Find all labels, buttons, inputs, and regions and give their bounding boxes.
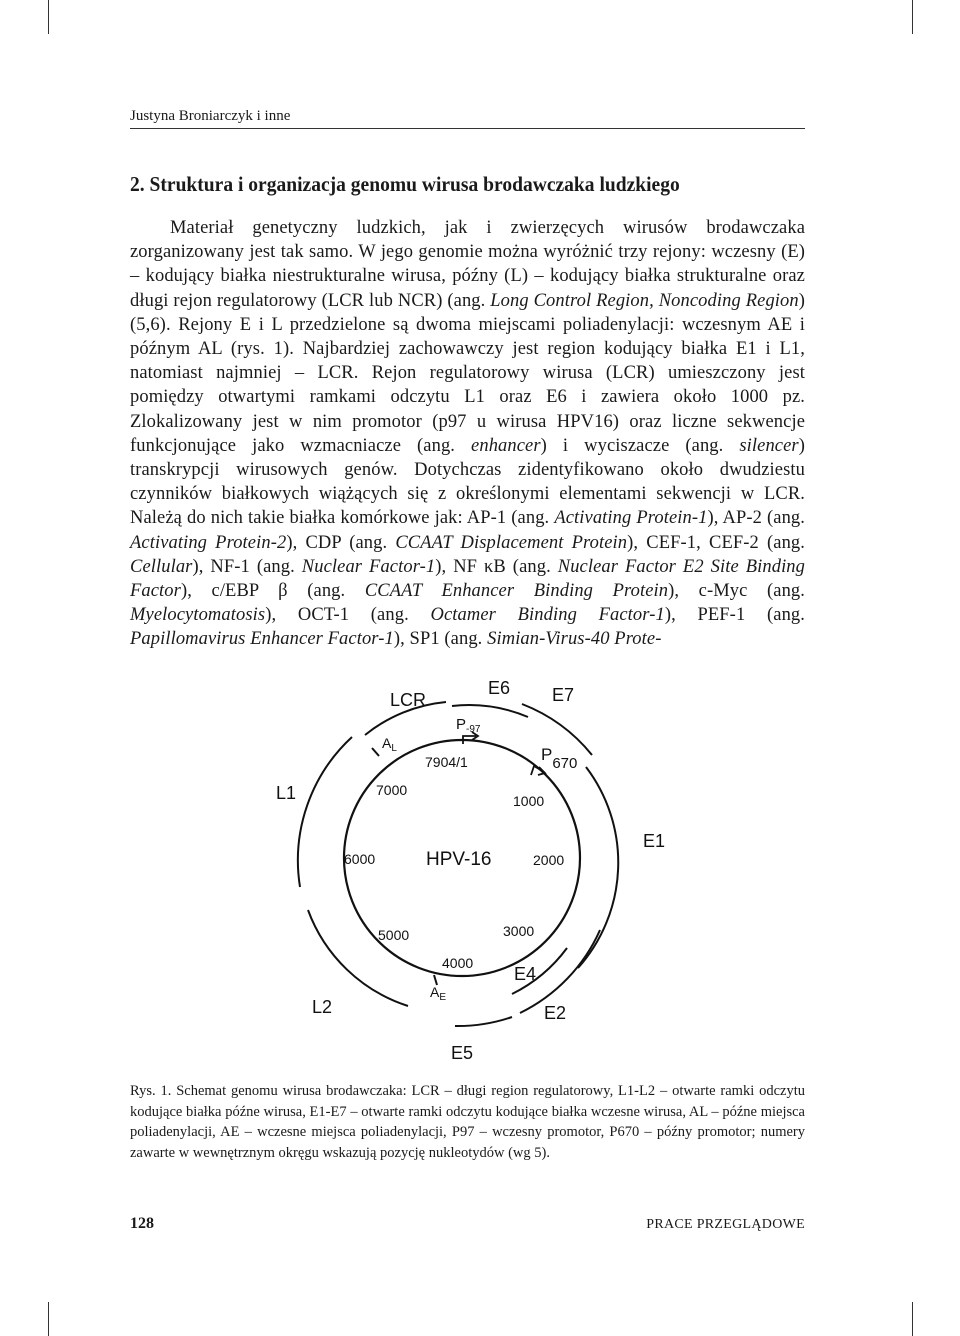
arc-l2 bbox=[308, 910, 408, 1006]
promoter-label-p670: P670 bbox=[541, 745, 578, 772]
text-run: ) i wyciszacze (ang. bbox=[540, 435, 740, 456]
arc-e7 bbox=[522, 704, 592, 755]
crop-mark bbox=[912, 1302, 913, 1336]
italic-term: enhancer bbox=[471, 435, 541, 456]
region-label-e4: E4 bbox=[514, 964, 537, 984]
position-label: 7000 bbox=[376, 782, 408, 798]
page-number: 128 bbox=[130, 1215, 154, 1232]
italic-term: Simian-Virus-40 Prote- bbox=[487, 629, 662, 650]
position-label: 3000 bbox=[503, 923, 535, 939]
italic-term: Activating Protein-1 bbox=[554, 508, 708, 529]
region-label-e5: E5 bbox=[451, 1043, 474, 1063]
region-label-lcr: LCR bbox=[390, 690, 427, 710]
text-run: ), NF-1 (ang. bbox=[192, 556, 302, 577]
text-run: ), OCT-1 (ang. bbox=[265, 605, 431, 626]
italic-term: CCAAT Displacement Protein bbox=[395, 532, 628, 553]
region-label-e6: E6 bbox=[488, 678, 511, 698]
region-label-e2: E2 bbox=[544, 1003, 567, 1023]
arc-e5 bbox=[455, 1017, 512, 1026]
body-paragraph bbox=[130, 216, 805, 652]
text-run: ), CDP (ang. bbox=[286, 532, 396, 553]
crop-mark bbox=[48, 0, 49, 34]
italic-term: Long Control Region, Noncoding Region bbox=[490, 290, 799, 311]
italic-term: Myelocytomatosis bbox=[130, 605, 266, 626]
text-run: ), c/EBP β (ang. bbox=[180, 581, 365, 602]
position-label: 1000 bbox=[513, 793, 545, 809]
text-run: ), PEF-1 (ang. bbox=[664, 605, 805, 626]
crop-mark bbox=[912, 0, 913, 34]
polya-label-ae: $A_E$ bbox=[430, 984, 447, 1003]
genome-map-figure bbox=[255, 670, 695, 1070]
region-label-e7: E7 bbox=[552, 685, 575, 705]
al-marker bbox=[372, 748, 379, 756]
text-run: ), CEF-1, CEF-2 (ang. bbox=[627, 532, 806, 553]
italic-term: Nuclear Factor-1 bbox=[301, 556, 436, 577]
running-head bbox=[130, 108, 805, 129]
region-label-l2: L2 bbox=[312, 997, 333, 1017]
italic-term: Nuclear Factor E2 Site Binding Factor bbox=[130, 556, 806, 602]
italic-term: Papillomavirus Enhancer Factor-1 bbox=[130, 629, 394, 650]
promoter-label-p97: $P_{-97}$ bbox=[456, 716, 481, 735]
position-label: 5000 bbox=[378, 927, 410, 943]
position-label: 6000 bbox=[344, 851, 376, 867]
figure-caption bbox=[130, 1081, 805, 1163]
crop-mark bbox=[48, 1302, 49, 1336]
section-title: 2. Struktura i organizacja genomu wirusa brodawczaka ludzkiego bbox=[130, 172, 680, 196]
position-label: 7904/1 bbox=[425, 754, 468, 770]
text-run: ) transkrypcji wirusowych genów. Dotychczas zidentyfikowano około dwudziestu czynników białkowych wiążących się z określonymi elementami sekwencji w LCR. Należą do nich takie białka komórkowe jak: AP-1 (ang. bbox=[130, 435, 805, 529]
italic-term: Octamer Binding Factor-1 bbox=[430, 605, 665, 626]
italic-term: silencer bbox=[739, 435, 799, 456]
position-label: 2000 bbox=[533, 852, 565, 868]
region-label-l1: L1 bbox=[276, 783, 297, 803]
text-run: ) (5,6). Rejony E i L przedzielone są dwoma miejscami poliadenylacji: wczesnym AE i późnym AL (rys. 1). Najbardziej zachowawczy jest region kodujący białka E1 i L1, natomiast najmniej – LCR. Rejon regulatorowy wirusa (LCR) umieszczony jest pomiędzy otwartymi ramkami odczytu L1 oraz E6 i zawiera około 1000 pz. Zlokalizowany jest w nim promotor (p97 u wirusa HPV16) oraz liczne sekwencje funkcjonujące jako wzmacniacze (ang. bbox=[130, 290, 805, 456]
running-head-text: Justyna Broniarczyk i inne bbox=[130, 108, 291, 124]
italic-term: CCAAT Enhancer Binding Protein bbox=[364, 581, 669, 602]
journal-name: PRACE PRZEGLĄDOWE bbox=[646, 1217, 805, 1232]
text-run: ), SP1 (ang. bbox=[393, 629, 488, 650]
italic-term: Cellular bbox=[130, 556, 193, 577]
text-run: Materiał genetyczny ludzkich, jak i zwierzęcych wirusów brodawczaka zorganizowany jest tak samo. W jego genomie można wyróżnić trzy rejony: wczesny (E) – kodujący białka niestrukturalne wirusa, późny (L) – kodujący białka strukturalne oraz długi rejon regulatorowy (LCR lub NCR) (ang. bbox=[130, 218, 805, 311]
polya-label-al: $A_L$ bbox=[382, 735, 397, 754]
text-run: ), NF κB (ang. bbox=[435, 556, 558, 577]
position-label: 4000 bbox=[442, 955, 474, 971]
center-label: HPV-16 bbox=[426, 849, 492, 870]
region-label-e1: E1 bbox=[643, 831, 666, 851]
arc-e1 bbox=[578, 767, 618, 968]
text-run: ), c-Myc (ang. bbox=[668, 581, 805, 602]
caption-text: Rys. 1. Schemat genomu wirusa brodawczaka: LCR – długi region regulatorowy, L1-L2 – otwarte ramki odczytu kodujące białka późne wirusa, E1-E7 – otwarte ramki odczytu kodujące białka wczesne wirusa, AL – późne miejsca poliadenylacji, AE – wczesne miejsca poliadenylacji, P97 – wczesny promotor, P670 – późny promotor; numery zawarte w wewnętrznym okręgu wskazują pozycję nukleotydów (wg 5). bbox=[130, 1083, 805, 1161]
italic-term: Activating Protein-2 bbox=[130, 532, 287, 553]
paragraph bbox=[130, 216, 805, 652]
text-run: ), AP-2 (ang. bbox=[707, 508, 805, 529]
